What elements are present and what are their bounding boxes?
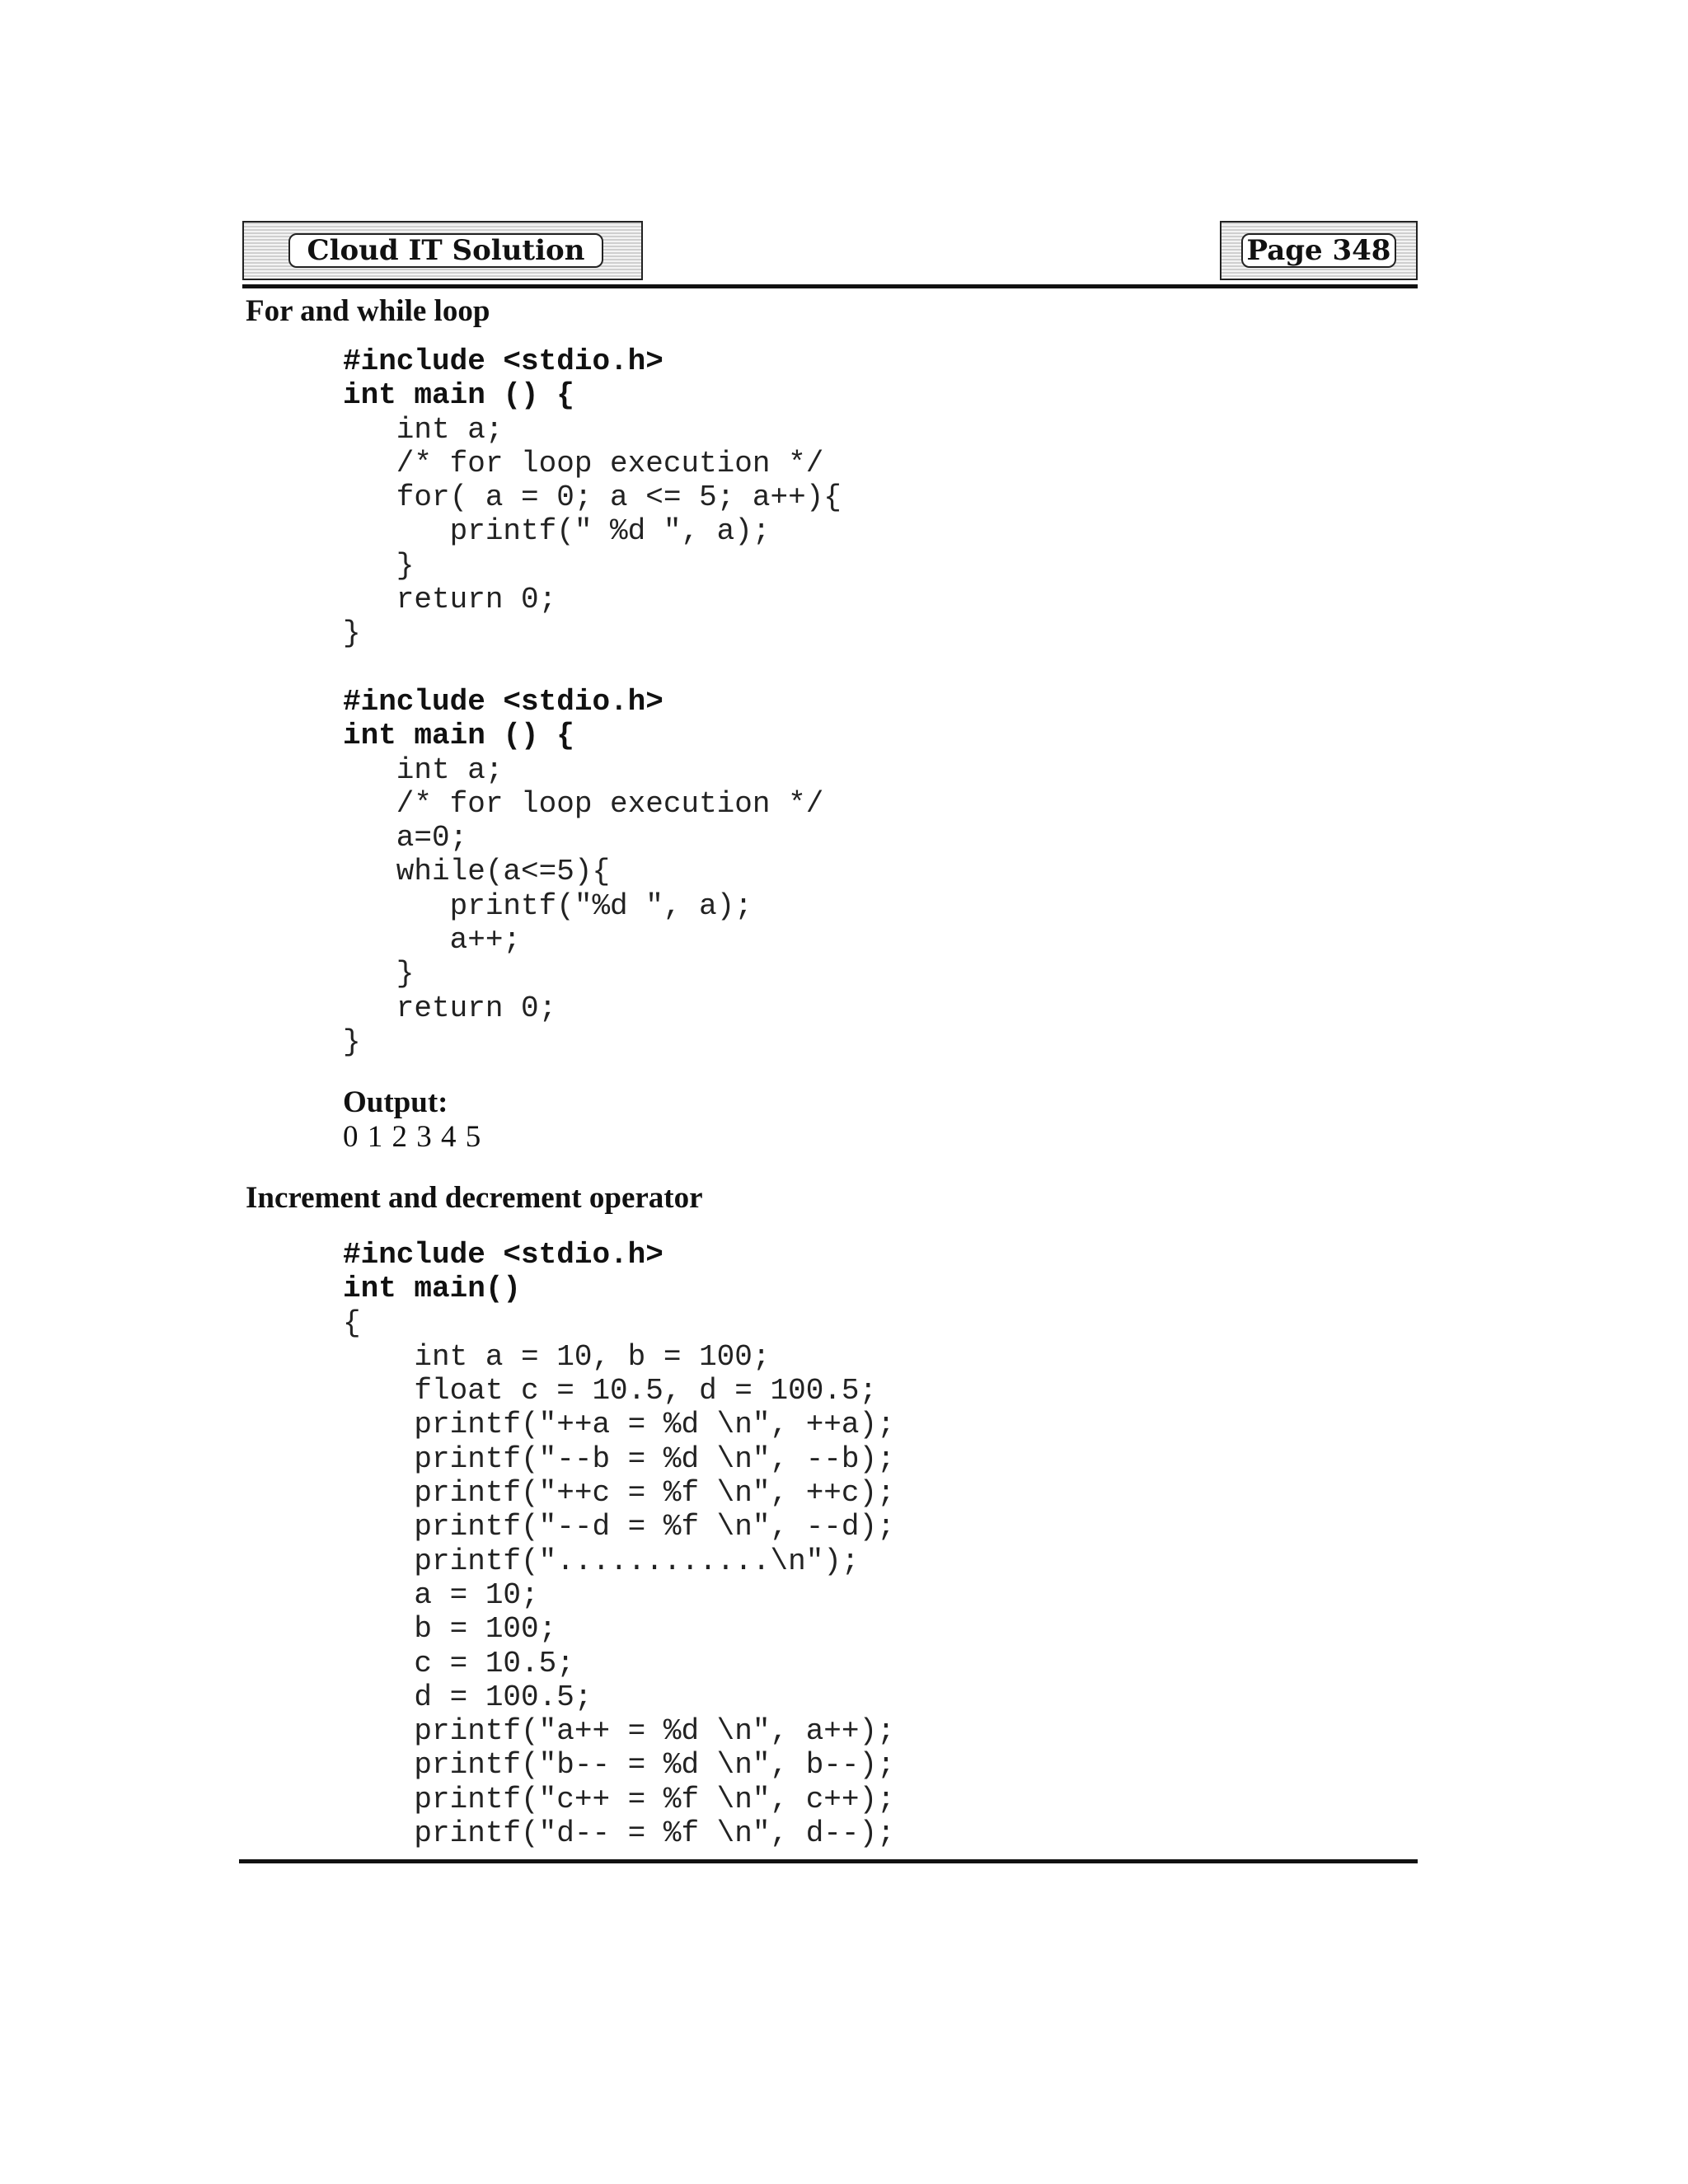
code-line: int a; bbox=[343, 752, 504, 787]
code-line: #include <stdio.h> bbox=[343, 344, 663, 378]
code-line: } bbox=[343, 1024, 361, 1059]
code-line: printf("............\n"); bbox=[343, 1544, 860, 1578]
code-line: int a = 10, b = 100; bbox=[343, 1339, 771, 1374]
code-line: a = 10; bbox=[343, 1577, 539, 1612]
code-line: printf("a++ = %d \n", a++); bbox=[343, 1714, 895, 1749]
code-line: #include <stdio.h> bbox=[343, 685, 663, 719]
code-block-for-loop bbox=[343, 344, 842, 651]
code-line: } bbox=[343, 616, 361, 651]
code-line: b = 100; bbox=[343, 1612, 557, 1647]
code-line: #include <stdio.h> bbox=[343, 1238, 663, 1272]
code-line: int main () { bbox=[343, 719, 574, 753]
code-line: printf("%d ", a); bbox=[343, 888, 753, 923]
code-line: return 0; bbox=[343, 991, 557, 1025]
code-line: int a; bbox=[343, 412, 504, 447]
code-line: for( a = 0; a <= 5; a++){ bbox=[343, 480, 842, 515]
section-heading-increment: Increment and decrement operator bbox=[246, 1181, 703, 1215]
code-line: } bbox=[343, 548, 415, 583]
header-right-box bbox=[1220, 221, 1418, 280]
code-line: d = 100.5; bbox=[343, 1680, 593, 1714]
header-left-box bbox=[242, 221, 643, 280]
code-block-while-loop bbox=[343, 685, 823, 1059]
output-label: Output: bbox=[343, 1085, 448, 1119]
code-line: { bbox=[343, 1305, 361, 1340]
publisher-label: Cloud IT Solution bbox=[288, 233, 603, 268]
code-line: printf("++c = %f \n", ++c); bbox=[343, 1476, 895, 1511]
code-line: printf(" %d ", a); bbox=[343, 514, 771, 549]
code-line: printf("--d = %f \n", --d); bbox=[343, 1510, 895, 1544]
code-line: int main() bbox=[343, 1272, 522, 1306]
header-rule bbox=[242, 284, 1418, 288]
code-line: a=0; bbox=[343, 821, 468, 855]
code-line: int main () { bbox=[343, 378, 574, 413]
code-line: return 0; bbox=[343, 583, 557, 617]
code-line: a++; bbox=[343, 923, 522, 958]
code-line: c = 10.5; bbox=[343, 1646, 574, 1680]
code-line: } bbox=[343, 957, 415, 991]
code-line: printf("c++ = %f \n", c++); bbox=[343, 1782, 895, 1816]
code-line: printf("d-- = %f \n", d--); bbox=[343, 1816, 895, 1851]
code-line: /* for loop execution */ bbox=[343, 446, 824, 480]
output-value: 0 1 2 3 4 5 bbox=[343, 1120, 482, 1154]
section-heading-loops: For and while loop bbox=[246, 294, 490, 328]
code-line: while(a<=5){ bbox=[343, 855, 611, 889]
page-number-label: Page 348 bbox=[1241, 233, 1396, 268]
code-line: printf("++a = %d \n", ++a); bbox=[343, 1408, 895, 1442]
code-line: printf("b-- = %d \n", b--); bbox=[343, 1748, 895, 1783]
footer-rule bbox=[239, 1859, 1418, 1863]
code-line: float c = 10.5, d = 100.5; bbox=[343, 1374, 878, 1408]
code-line: /* for loop execution */ bbox=[343, 786, 824, 821]
code-block-increment-decrement bbox=[343, 1238, 895, 1850]
code-line: printf("--b = %d \n", --b); bbox=[343, 1441, 895, 1476]
